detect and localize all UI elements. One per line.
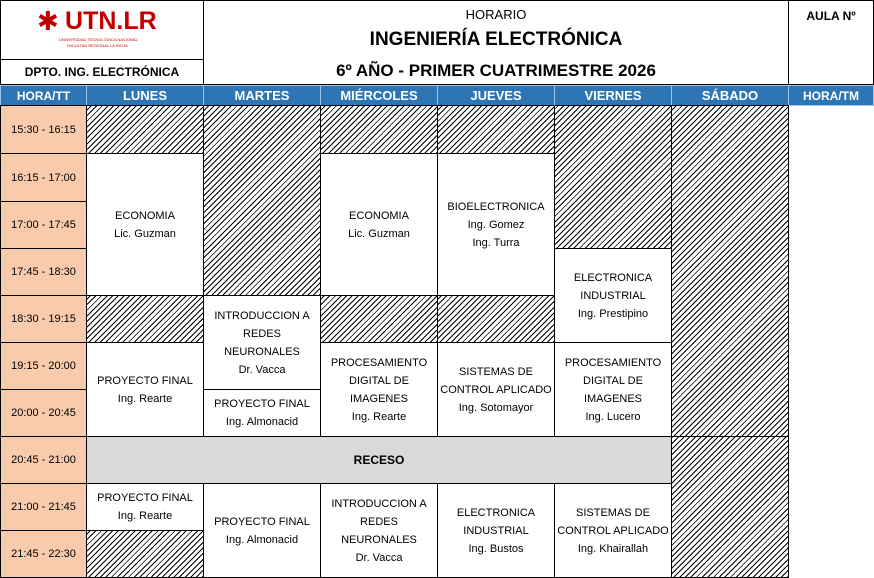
class-procesamiento-imagenes-miercoles: PROCESAMIENTO DIGITAL DE IMAGENES Ing. Rearte: [320, 342, 438, 437]
column-header-wednesday: MIÉRCOLES: [320, 85, 438, 106]
department-label: DPTO. ING. ELECTRÓNICA: [0, 59, 204, 85]
career-title: INGENIERÍA ELECTRÓNICA: [369, 29, 623, 50]
logo-text: UTN.LR: [65, 7, 157, 35]
column-header-tuesday: MARTES: [203, 85, 321, 106]
class-proyecto-final-lunes: PROYECTO FINAL Ing. Rearte: [86, 342, 204, 437]
free-slot: [203, 105, 321, 296]
time-slot: 18:30 - 19:15: [0, 295, 87, 343]
class-proyecto-final-martes-2: PROYECTO FINAL Ing. Almonacid: [203, 483, 321, 578]
time-slot: 19:15 - 20:00: [0, 342, 87, 390]
free-slot: [671, 105, 789, 437]
class-redes-neuronales-martes: INTRODUCCION A REDES NEURONALES Dr. Vacca: [203, 295, 321, 390]
class-economia-lunes: ECONOMIA Lic. Guzman: [86, 153, 204, 296]
logo: [37, 7, 177, 53]
class-redes-neuronales-miercoles: INTRODUCCION A REDES NEURONALES Dr. Vacca: [320, 483, 438, 578]
column-header-monday: LUNES: [86, 85, 204, 106]
class-bioelectronica-jueves: BIOELECTRONICA Ing. Gomez Ing. Turra: [437, 153, 555, 296]
class-control-aplicado-jueves: SISTEMAS DE CONTROL APLICADO Ing. Sotomayor: [437, 342, 555, 437]
time-slot: 15:30 - 16:15: [0, 105, 87, 154]
class-procesamiento-imagenes-viernes: PROCESAMIENTO DIGITAL DE IMAGENES Ing. Lucero: [554, 342, 672, 437]
free-slot: [671, 436, 789, 578]
class-proyecto-final-martes: PROYECTO FINAL Ing. Almonacid: [203, 389, 321, 437]
free-slot: [437, 105, 555, 154]
time-slot: 21:00 - 21:45: [0, 483, 87, 531]
class-proyecto-final-lunes-2: PROYECTO FINAL Ing. Rearte: [86, 483, 204, 531]
gear-icon: ✱: [37, 6, 59, 36]
free-slot: [86, 105, 204, 154]
class-economia-miercoles: ECONOMIA Lic. Guzman: [320, 153, 438, 296]
time-column-right: [788, 105, 874, 578]
time-slot: 20:00 - 20:45: [0, 389, 87, 437]
column-header-thursday: JUEVES: [437, 85, 555, 106]
class-electronica-industrial-jueves: ELECTRONICA INDUSTRIAL Ing. Bustos: [437, 483, 555, 578]
title-box: [203, 0, 789, 85]
time-slot: 17:00 - 17:45: [0, 201, 87, 249]
column-header-time-left: HORA/TT: [0, 85, 87, 106]
free-slot: [320, 295, 438, 343]
logo-box: [0, 0, 204, 60]
break-row: RECESO: [86, 436, 672, 484]
time-slot: 21:45 - 22:30: [0, 530, 87, 578]
column-header-saturday: SÁBADO: [671, 85, 789, 106]
time-slot: 20:45 - 21:00: [0, 436, 87, 484]
room-box: [788, 0, 874, 85]
free-slot: [437, 295, 555, 343]
term-title: 6º AÑO - PRIMER CUATRIMESTRE 2026: [336, 61, 656, 80]
time-slot: 16:15 - 17:00: [0, 153, 87, 202]
room-label: AULA Nº: [806, 9, 856, 23]
logo-subtitle-1: UNIVERSIDAD TECNOLÓGICA NACIONAL: [59, 37, 138, 42]
column-header-time-right: HORA/TM: [788, 85, 874, 106]
free-slot: [554, 105, 672, 249]
time-slot: 17:45 - 18:30: [0, 248, 87, 296]
free-slot: [86, 295, 204, 343]
schedule-label: HORARIO: [465, 7, 527, 22]
free-slot: [86, 530, 204, 578]
class-control-aplicado-viernes: SISTEMAS DE CONTROL APLICADO Ing. Khairallah: [554, 483, 672, 578]
column-header-friday: VIERNES: [554, 85, 672, 106]
logo-subtitle-2: FACULTAD REGIONAL LA RIOJA: [67, 43, 128, 48]
class-electronica-industrial-viernes: ELECTRONICA INDUSTRIAL Ing. Prestipino: [554, 248, 672, 343]
free-slot: [320, 105, 438, 154]
